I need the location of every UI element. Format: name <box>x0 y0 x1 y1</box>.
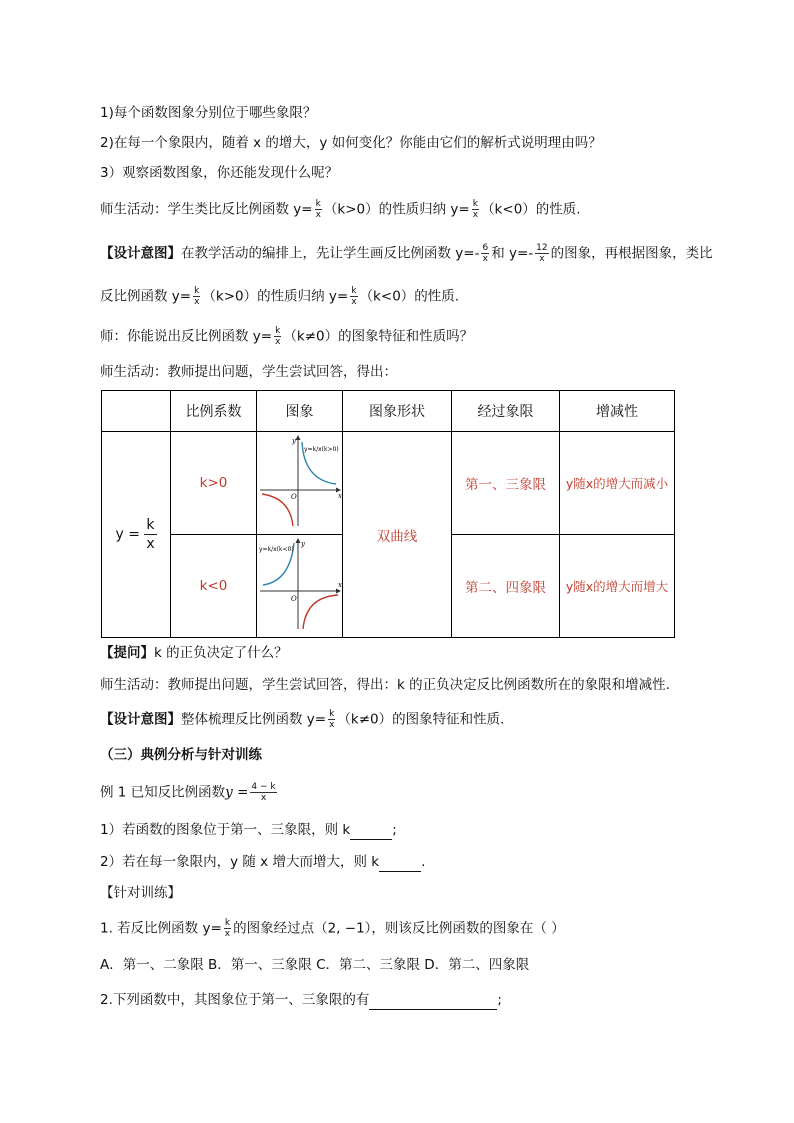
answer-blank[interactable] <box>350 825 392 840</box>
hyperbola-branch-q4 <box>303 595 338 629</box>
shape-hyperbola: 双曲线 <box>343 432 452 638</box>
example-1-part-1: 1）若函数的图象位于第一、三象限，则 k ; <box>100 822 397 838</box>
design-intent-1: 【设计意图】在教学活动的编排上，先让学生画反比例函数 y=- $\frac{6}{x}$ 和 y=- $\frac{12}{x}$ 的图象，再根据图象，类比 <box>100 243 713 264</box>
question-2: 2)在每一个象限内，随着 x 的增大，y 如何变化？你能由它们的解析式说明理由吗？ <box>100 135 602 151</box>
header-graph: 图象 <box>257 391 343 432</box>
ask-label: 【提问】 <box>100 645 154 661</box>
activity-1 <box>100 199 581 220</box>
question-1: 1)每个函数图象分别位于哪些象限？ <box>100 105 317 121</box>
training-1: 1. 若反比例函数 y= $\frac{k}{x}$ 的图象经过点（2, −1），则该反比例函数的图象在（ ） <box>100 918 565 939</box>
graph-equation: y=k/x(k<0) <box>258 546 294 553</box>
monotonicity-positive: y随x的增大而减小 <box>560 432 675 535</box>
activity-3: 师生活动：教师提出问题，学生尝试回答，得出：k 的正负决定反比例函数所在的象限和增减性. <box>100 677 670 693</box>
ask: 【提问】k 的正负决定了什么？ <box>100 645 288 661</box>
graph-positive-cell <box>257 432 343 535</box>
properties-table <box>101 390 675 638</box>
header-coefficient: 比例系数 <box>171 391 257 432</box>
design-intent-label: 【设计意图】 <box>100 711 181 728</box>
table-row <box>102 432 675 535</box>
function-fraction: $\frac{k}{x}$ <box>146 517 155 552</box>
activity-1-b: （k>0）的性质归纳 y= <box>323 201 470 218</box>
activity-1-c: （k<0）的性质. <box>481 201 581 218</box>
origin-label: O <box>290 493 297 501</box>
table-header-row <box>102 391 675 432</box>
fraction-k-over-x: $\frac{k}{x}$ <box>329 709 335 730</box>
coefficient-positive: k>0 <box>171 432 257 535</box>
fraction-k-over-x: $\frac{k}{x}$ <box>224 918 231 939</box>
graph-k-positive <box>258 432 342 530</box>
activity-2: 师生活动：教师提出问题，学生尝试回答，得出： <box>100 364 397 380</box>
design-intent-label: 【设计意图】 <box>100 245 181 262</box>
function-cell: y = $\frac{k}{x}$ <box>102 432 171 638</box>
x-axis-label: x <box>337 581 342 589</box>
y-axis-label: y <box>291 437 296 445</box>
fraction-k-over-x: $\frac{k}{x}$ <box>194 286 200 307</box>
x-axis-label: x <box>337 492 342 500</box>
training-2: 2.下列函数中，其图象位于第一、三象限的有 ; <box>100 992 502 1008</box>
header-empty <box>102 391 171 432</box>
teacher-question: 师：你能说出反比例函数 y= $\frac{k}{x}$ （k≠0）的图象特征和性质吗？ <box>100 326 474 347</box>
fraction-k-over-x: $\frac{k}{x}$ <box>351 286 357 307</box>
example-1-part-2: 2）若在每一象限内，y 随 x 增大而增大，则 k . <box>100 854 426 870</box>
design-intent-2: 【设计意图】整体梳理反比例函数 y= $\frac{k}{x}$ （k≠0）的图象特征和性质. <box>100 709 505 730</box>
graph-equation: y=k/x(k>0) <box>303 446 339 453</box>
header-shape: 图象形状 <box>343 391 452 432</box>
header-monotonicity: 增减性 <box>560 391 675 432</box>
graph-k-negative <box>258 535 342 633</box>
fraction-12-over-x: $\frac{12}{x}$ <box>536 243 548 264</box>
training-heading: 【针对训练】 <box>100 885 181 901</box>
answer-blank[interactable] <box>369 995 497 1010</box>
fraction-6-over-x: $\frac{6}{x}$ <box>482 243 489 264</box>
fraction-k-over-x: $\frac{k}{x}$ <box>275 326 281 347</box>
fraction-4-minus-k-over-x: $\frac{4 - k}{x}$ <box>251 782 276 803</box>
quadrants-negative: 第二、四象限 <box>452 535 560 638</box>
quadrants-positive: 第一、三象限 <box>452 432 560 535</box>
example-1: 例 1 已知反比例函数y = $\frac{4 - k}{x}$ <box>100 782 276 803</box>
activity-1-a: 师生活动：学生类比反比例函数 y= <box>100 201 313 218</box>
hyperbola-branch-q3 <box>262 494 293 526</box>
answer-blank[interactable] <box>379 857 421 872</box>
y-axis-label: y <box>300 540 305 548</box>
training-1-options: A．第一、二象限 B．第一、三象限 C．第二、三象限 D．第二、四象限 <box>100 957 530 973</box>
monotonicity-negative: y随x的增大而增大 <box>560 535 675 638</box>
design-intent-1-line-2: 反比例函数 y= $\frac{k}{x}$ （k>0）的性质归纳 y= $\frac{k}{x}$ （k<0）的性质. <box>100 286 460 307</box>
header-quadrants: 经过象限 <box>452 391 560 432</box>
origin-label: O <box>290 595 297 603</box>
question-3: 3）观察函数图象，你还能发现什么呢？ <box>100 165 339 181</box>
coefficient-negative: k<0 <box>171 535 257 638</box>
fraction-k-over-x: $\frac{k}{x}$ <box>472 199 479 220</box>
section-heading: （三）典例分析与针对训练 <box>100 747 262 763</box>
fraction-k-over-x: $\frac{k}{x}$ <box>315 199 321 220</box>
graph-negative-cell <box>257 535 343 638</box>
